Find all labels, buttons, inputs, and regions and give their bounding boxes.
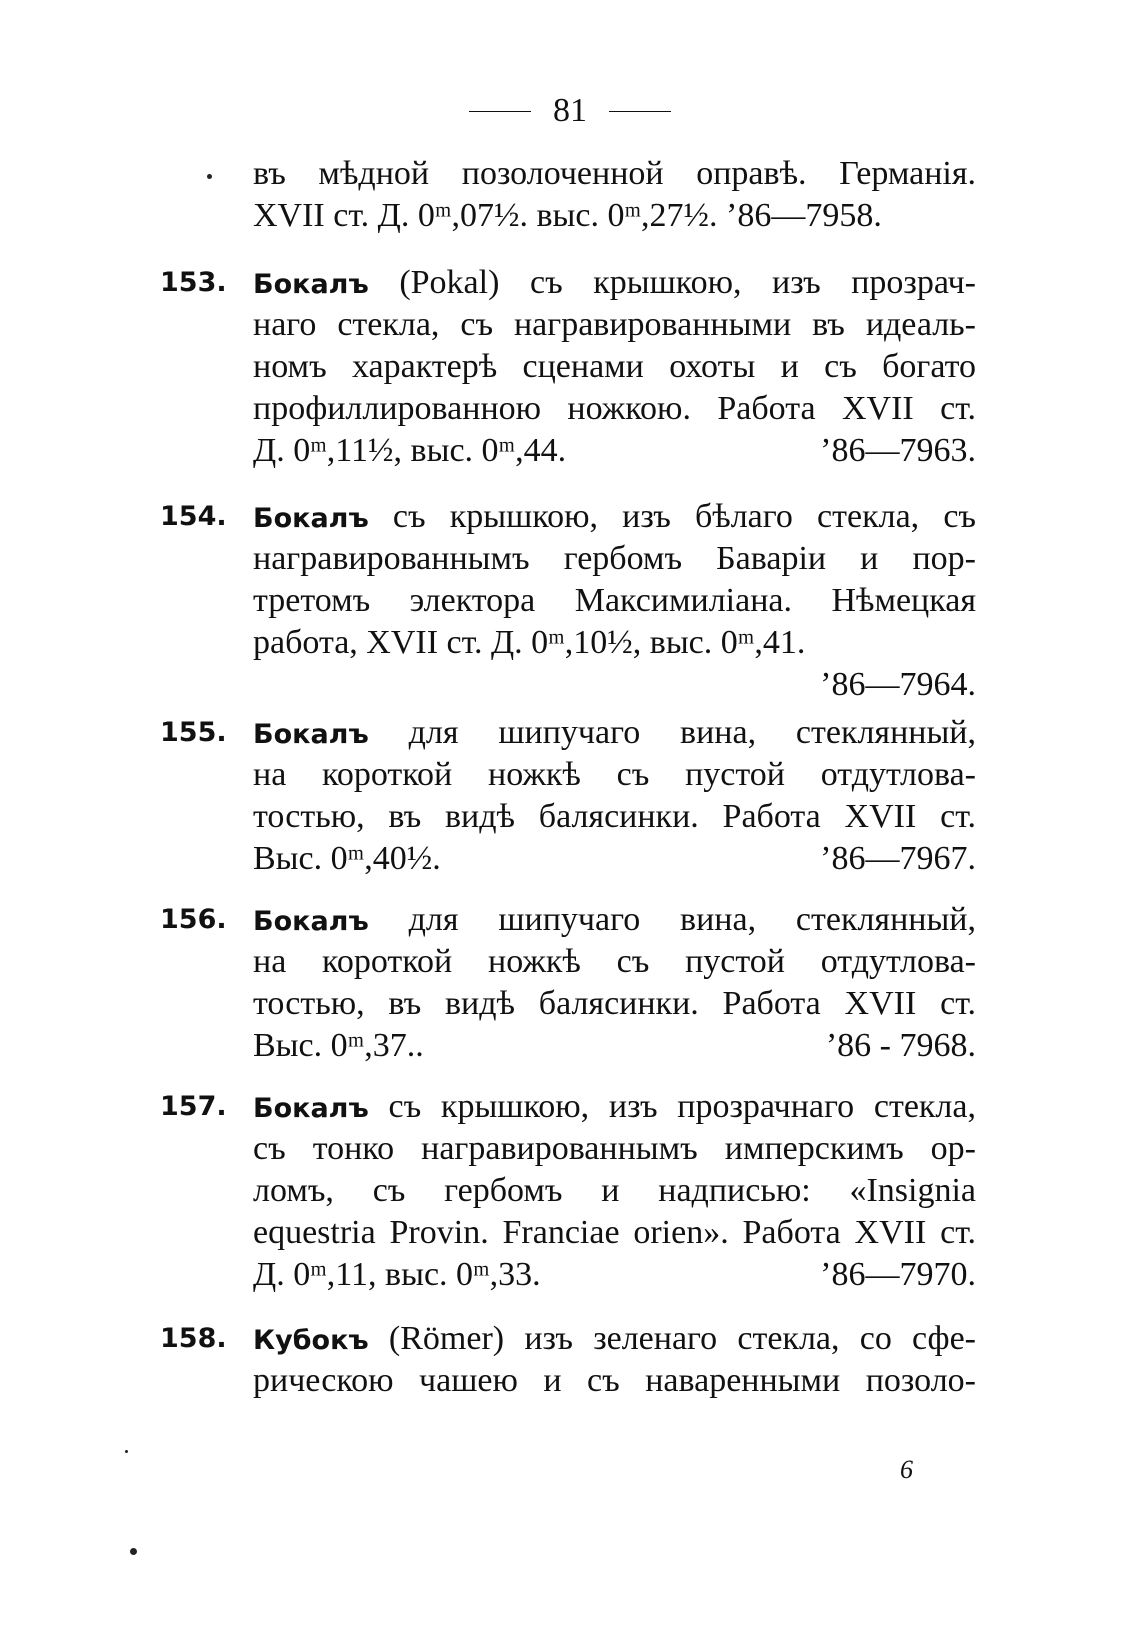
print-speck [125, 1450, 128, 1453]
header-rule-right [609, 111, 671, 112]
print-speck [130, 1548, 137, 1555]
entry-text: (Römer) изъ зеленаго стекла, со сфе- [388, 1320, 976, 1357]
entry-line: награвированнымъ гербомъ Баваріи и пор- [253, 540, 976, 577]
entry-number: 154. [160, 501, 227, 532]
inventory-ref: ’86—7964. [820, 666, 976, 703]
entry-number: 153. [160, 267, 227, 298]
inventory-ref: ’86—7970. [820, 1256, 976, 1293]
entry-last-line [253, 838, 976, 880]
page-number: 81 [553, 92, 587, 129]
entry-text: (Pokal) съ крышкою, изъ прозрач- [399, 264, 977, 301]
entry-number: 156. [160, 904, 227, 935]
inventory-ref: ’86—7967. [820, 840, 976, 877]
entry-first-line [253, 496, 976, 540]
header-rule-left [469, 111, 531, 112]
entry-text: Д. 0ᵐ,11½, выс. 0ᵐ,44. [253, 432, 567, 469]
entry-text: Выс. 0ᵐ,40½. [253, 840, 441, 877]
entry-title: Бокалъ [253, 719, 369, 750]
entry-line: работа, XVII ст. Д. 0ᵐ,10½, выс. 0ᵐ,41. [253, 624, 806, 661]
entry-first-line [253, 262, 976, 306]
page-header [0, 92, 1140, 130]
entry-number: 155. [160, 717, 227, 748]
inventory-ref: ’86 - 7968. [825, 1027, 976, 1064]
entry-first-line [253, 1318, 976, 1362]
entry-title: Кубокъ [253, 1325, 369, 1356]
signature-mark: 6 [900, 1455, 913, 1484]
entry-text: Д. 0ᵐ,11, выс. 0ᵐ,33. [253, 1256, 541, 1293]
entry-text: Выс. 0ᵐ,37.. [253, 1027, 424, 1064]
entry-number: 157. [160, 1091, 227, 1122]
entry-text: для шипучаго вина, стеклянный, [408, 901, 976, 938]
entry-line: тостью, въ видѣ балясинки. Работа XVII ст. [253, 798, 976, 835]
entry-line: съ тонко награвированнымъ имперскимъ ор- [253, 1130, 976, 1167]
entry-text: для шипучаго вина, стеклянный, [408, 714, 976, 751]
entry-text: съ крышкою, изъ бѣлаго стекла, съ [392, 498, 976, 535]
inventory-ref: ’86—7963. [820, 432, 976, 469]
entry-number: 158. [160, 1323, 227, 1354]
entry-line: третомъ электора Максимиліана. Нѣмецкая [253, 582, 976, 619]
entry-title: Бокалъ [253, 269, 369, 300]
entry-last-line [253, 1025, 976, 1067]
entry-line: на короткой ножкѣ съ пустой отдутлова- [253, 756, 976, 793]
entry-line: тостью, въ видѣ балясинки. Работа XVII ст. [253, 985, 976, 1022]
entry-line: equestria Provin. Franciae orien». Работа XVII ст. [253, 1214, 976, 1251]
entry-last-line [253, 430, 976, 472]
entry-line: наго стекла, съ награвированными въ идеаль- [253, 306, 976, 343]
entry-title: Бокалъ [253, 906, 369, 937]
entry-first-line [253, 899, 976, 943]
entry-title: Бокалъ [253, 503, 369, 534]
intro-line: въ мѣдной позолоченной оправѣ. Германія. [253, 155, 976, 192]
entry-line: на короткой ножкѣ съ пустой отдутлова- [253, 943, 976, 980]
print-speck [207, 174, 212, 179]
entry-first-line [253, 1086, 976, 1130]
entry-title: Бокалъ [253, 1093, 369, 1124]
entry-line: ломъ, съ гербомъ и надписью: «Insignia [253, 1172, 976, 1209]
entry-last-line [253, 1254, 976, 1296]
entry-line: номъ характерѣ сценами охоты и съ богато [253, 348, 976, 385]
entry-line: профиллированною ножкою. Работа XVII ст. [253, 390, 976, 427]
entry-line: рическою чашею и съ наваренными позоло- [253, 1362, 976, 1399]
entry-first-line [253, 712, 976, 756]
entry-text: съ крышкою, изъ прозрачнаго стекла, [388, 1088, 976, 1125]
intro-line: XVII ст. Д. 0ᵐ,07½. выс. 0ᵐ,27½. ’86—7958. [253, 197, 882, 234]
